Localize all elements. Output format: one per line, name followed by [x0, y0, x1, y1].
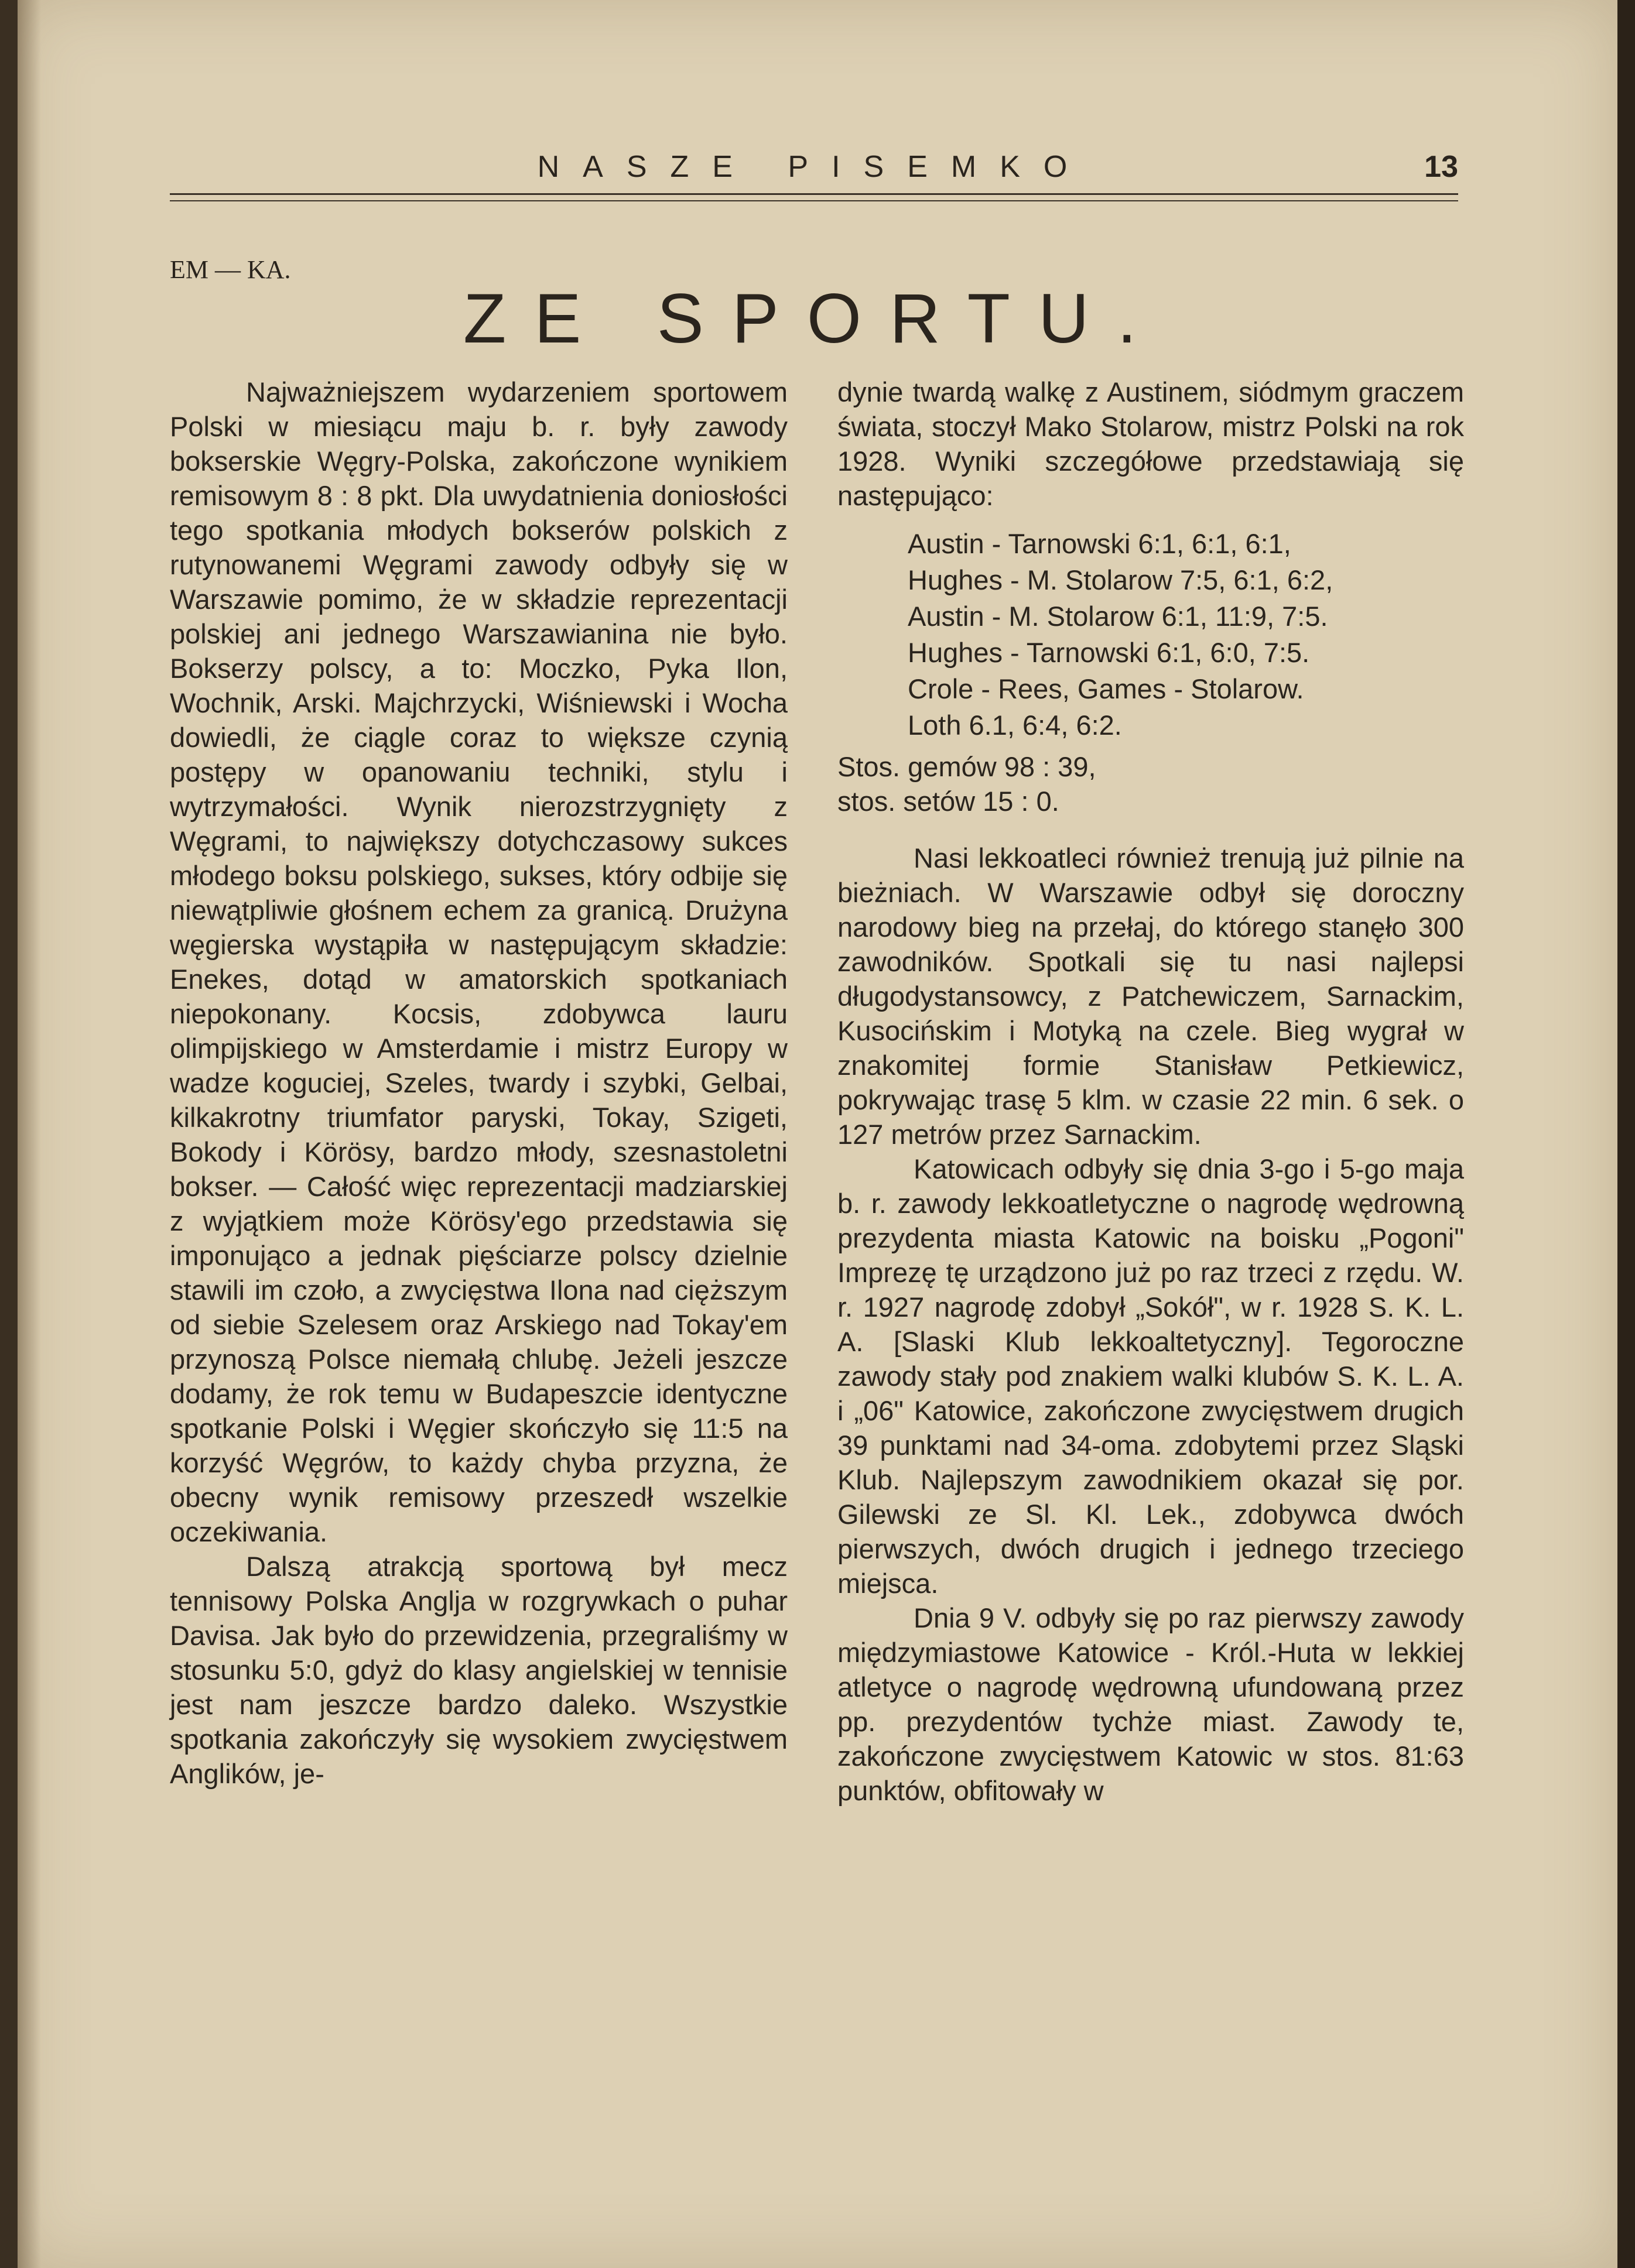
totals-line: Stos. gemów 98 : 39,: [837, 751, 1096, 782]
result-line: Loth 6.1, 6:4, 6:2.: [908, 710, 1122, 741]
result-line: Hughes - M. Stolarow 7:5, 6:1, 6:2,: [908, 564, 1333, 595]
right-column: [837, 375, 1464, 1808]
paragraph: Dnia 9 V. odbyły się po raz pierwszy zawody międzymiastowe Katowice - Król.-Huta w lekkiej atletyce o nagrodę wędrowną ufundowaną przez pp. prezydentów tychże miast. Zawody te, zakończone zwycięstwem Katowic w stos. 81:63 punktów, obfitowały w: [837, 1602, 1464, 1806]
paragraph: dynie twardą walkę z Austinem, siódmym graczem świata, stoczył Mako Stolarow, mistrz Polski na rok 1928. Wyniki szczegółowe przedstawiają się następująco:: [837, 376, 1464, 511]
running-header: [170, 149, 1458, 190]
paragraph: Nasi lekkoatleci również trenują już pilnie na bieżniach. W Warszawie odbył się doroczny narodowy bieg na przełaj, do którego stanęło 300 zawodników. Spotkali się tu nasi najlepsi długodystansowcy, z Patchewiczem, Sarnackim, Kusocińskim i Motyką na czele. Bieg wygrał w znakomitej formie Stanisław Petkiewicz, pokrywając trasę 5 klm. w czasie 22 min. 6 sek. o 127 metrów przez Sarnackim.: [837, 842, 1464, 1150]
paragraph: Dalszą atrakcją sportową był mecz tennisowy Polska Anglja w rozgrywkach o puhar Davisa. Jak było do przewidzenia, przegraliśmy w stosunku 5:0, gdyż do klasy angielskiej w tennisie jest nam jeszcze bardzo daleko. Wszystkie spotkania zakończyły się wysokiem zwycięstwem Anglików, je-: [170, 1551, 788, 1789]
left-column: [170, 375, 788, 1791]
result-line: Austin - Tarnowski 6:1, 6:1, 6:1,: [908, 528, 1291, 559]
publication-title: NASZE PISEMKO: [537, 150, 1091, 184]
result-line: Crole - Rees, Games - Stolarow.: [908, 673, 1304, 704]
page-number: 13: [1424, 150, 1458, 184]
result-line: Austin - M. Stolarow 6:1, 11:9, 7:5.: [908, 601, 1328, 632]
totals-line: stos. setów 15 : 0.: [837, 786, 1059, 817]
result-line: Hughes - Tarnowski 6:1, 6:0, 7:5.: [908, 637, 1310, 668]
tennis-totals: [837, 749, 1464, 818]
page-edge: [1617, 0, 1635, 2268]
header-rule: [170, 193, 1458, 195]
paragraph: Najważniejszem wydarzeniem sportowem Polski w miesiącu maju b. r. były zawody bokserskie Węgry-Polska, zakończone wynikiem remisowym 8 : 8 pkt. Dla uwydatnienia doniosłości tego spotkania młodych bokserów polskich z rutynowanemi Węgrami zawody odbyły się w Warszawie pomimo, że w składzie reprezentacji polskiej ani jednego Warszawianina nie było. Bokserzy polscy, a to: Moczko, Pyka Ilon, Wochnik, Arski. Majchrzycki, Wiśniewski i Wocha dowiedli, że ciągle coraz to większe czynią postępy w opanowaniu techniki, stylu i wytrzymałości. Wynik nierozstrzygnięty z Węgrami, to największy dotychczasowy sukces młodego boksu polskiego, sukses, który odbije się niewątpliwie głośnem echem za granicą. Drużyna węgierska wystąpiła w następującym składzie: Enekes, dotąd w amatorskich spotkaniach niepokonany. Kocsis, zdobywca lauru olimpijskiego w Amsterdamie i mistrz Europy w wadze koguciej, Szeles, twardy i szybki, Gelbai, kilkakrotny triumfator paryski, Tokay, Szigeti, Bokody i Körösy, bardzo młody, szesnastoletni bokser. — Całość więc reprezentacji madziarskiej z wyjątkiem może Körösy'ego przedstawia się imponująco a jednak pięściarze polscy dzielnie stawili im czoło, a zwycięstwa Ilona nad cięższym od siebie Szelesem oraz Arskiego nad Tokay'em przynoszą Polsce niemałą chlubę. Jeżeli jeszcze dodamy, że rok temu w Budapeszcie identyczne spotkanie Polski i Węgier skończyło się 11:5 na korzyść Węgrów, to każdy chyba przyzna, że obecny wynik remisowy przeszedł wszelkie oczekiwania.: [170, 376, 788, 1547]
binding-shadow: [18, 0, 41, 2268]
article-title: ZE SPORTU.: [463, 279, 1165, 358]
header-rule-secondary: [170, 200, 1458, 201]
article-author: EM — KA.: [170, 255, 291, 284]
paragraph: Katowicach odbyły się dnia 3-go i 5-go maja b. r. zawody lekkoatletyczne o nagrodę wędrowną prezydenta miasta Katowic na boisku „Pogoni" Imprezę tę urządzono już po raz trzeci z rzędu. W. r. 1927 nagrodę zdobył „Sokół", w r. 1928 S. K. L. A. [Slaski Klub lekkoaltetyczny]. Tegoroczne zawody stały pod znakiem walki klubów S. K. L. A. i „06" Katowice, zakończone zwycięstwem drugich 39 punktami nad 34-oma. zdobytemi przez Sląski Klub. Najlepszym zawodnikiem okazał się por. Gilewski ze Sl. Kl. Lek., zdobywca dwóch pierwszych, dwóch drugich i jednego trzeciego miejsca.: [837, 1153, 1464, 1599]
tennis-results: [908, 526, 1464, 744]
